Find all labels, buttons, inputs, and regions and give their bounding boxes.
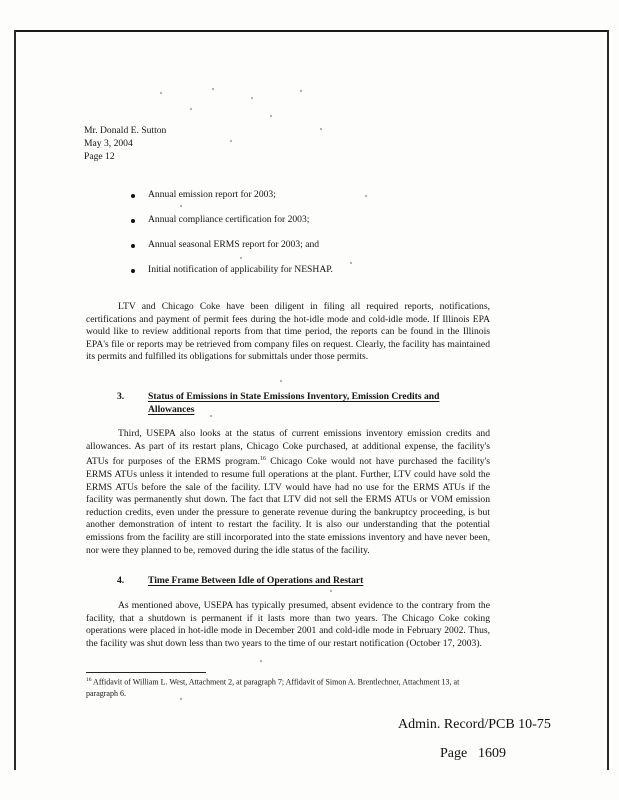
footnote-divider xyxy=(86,672,206,673)
paragraph-filings: LTV and Chicago Coke have been diligent in filing all required reports, notifications, certifications and payment of permit fees during the hot-idle mode and cold-idle mode. If Illinois EPA would like to review additional reports from that time period, the reports can be found in the Illinois EPA's file or reports may be retrieved from company files on request. Clearly, the facility has maintained its permits and fulfilled its obligations for submittals under those permits. xyxy=(86,301,490,363)
section-title-continued: Allowances xyxy=(148,404,195,415)
bullet-item: Annual seasonal ERMS report for 2003; and xyxy=(148,239,320,250)
footnote-text: Affidavit of William L. West, Attachment 2, at paragraph 7; Affidavit of Simon A. Brentlechner, Attachment 13, at paragraph 6. xyxy=(86,677,460,698)
bullet-item: Annual emission report for 2003; xyxy=(148,189,276,200)
scan-speck xyxy=(350,262,352,264)
scan-speck xyxy=(190,108,192,110)
scan-speck xyxy=(160,92,162,94)
paragraph-text: Chicago Coke would not have purchased the facility's ERMS ATUs unless it intended to resume full operations at the plant. Further, LTV could have sold the ERMS ATUs before the sale of the facility. LTV would have had no use for the ERMS ATUs if the facility was permanently shut down. The fact that LTV did not sell the ERMS ATUs or VOM emission reduction credits, even under the pressure to generate revenue during the bankruptcy proceeding, is but another demonstration of intent to restart the facility. It is also our understanding that the potential emissions from the facility are still incorporated into the state emissions inventory and have never been, nor were they planned to be, removed during the idle status of the facility. xyxy=(86,456,490,556)
stamp-page-label: Page xyxy=(440,746,468,761)
scan-speck xyxy=(210,415,212,417)
bullet-icon xyxy=(131,269,135,273)
letter-date: May 3, 2004 xyxy=(84,138,133,149)
section-title: Status of Emissions in State Emissions Inventory, Emission Credits and xyxy=(148,391,440,402)
paragraph-emissions-status xyxy=(86,428,490,557)
scan-speck xyxy=(365,195,367,197)
bullet-item: Initial notification of applicability for NESHAP. xyxy=(148,264,333,275)
footnote-reference: 16 xyxy=(260,456,267,463)
section-title: Time Frame Between Idle of Operations and Restart xyxy=(148,575,364,586)
footnote xyxy=(86,675,486,699)
scan-speck xyxy=(300,90,302,92)
footnote-number: 16 xyxy=(86,677,92,683)
bullet-icon xyxy=(131,194,135,198)
scan-border-left xyxy=(14,30,16,770)
bullet-icon xyxy=(131,244,135,248)
section-number: 3. xyxy=(117,391,125,402)
admin-record-stamp: Admin. Record/PCB 10-75 xyxy=(398,717,551,732)
bullet-item: Annual compliance certification for 2003; xyxy=(148,214,310,225)
scan-border-top xyxy=(14,30,609,32)
scan-speck xyxy=(230,140,232,142)
section-number: 4. xyxy=(117,575,125,586)
scan-speck xyxy=(251,97,253,99)
scan-speck xyxy=(240,257,242,259)
scan-speck xyxy=(180,205,182,207)
scan-speck xyxy=(270,115,272,117)
paragraph-time-frame: As mentioned above, USEPA has typically presumed, absent evidence to the contrary from the facility, that a shutdown is permanent if it lasts more than two years. The Chicago Coke coking operations were placed in hot-idle mode in December 2001 and cold-idle mode in February 2002. Thus, the facility was shut down less than two years to the time of our restart notification (October 17, 2003). xyxy=(86,600,490,649)
scan-speck xyxy=(212,88,214,90)
letter-page-number: Page 12 xyxy=(84,151,115,162)
scan-speck xyxy=(330,590,332,592)
stamp-page-number: 1609 xyxy=(478,746,506,761)
scan-speck xyxy=(280,380,282,382)
scan-speck xyxy=(260,660,262,662)
scan-speck xyxy=(320,128,322,130)
paragraph-text: Third, USEPA also looks at the status of current emissions inventory emission credits and allowances. As part of its restart plans, Chicago Coke purchased, at additional expense, the facility's ATUs for purposes of the ERMS program. xyxy=(86,428,490,468)
scan-border-right xyxy=(607,30,609,770)
letter-recipient: Mr. Donald E. Sutton xyxy=(84,125,167,136)
bullet-icon xyxy=(131,219,135,223)
